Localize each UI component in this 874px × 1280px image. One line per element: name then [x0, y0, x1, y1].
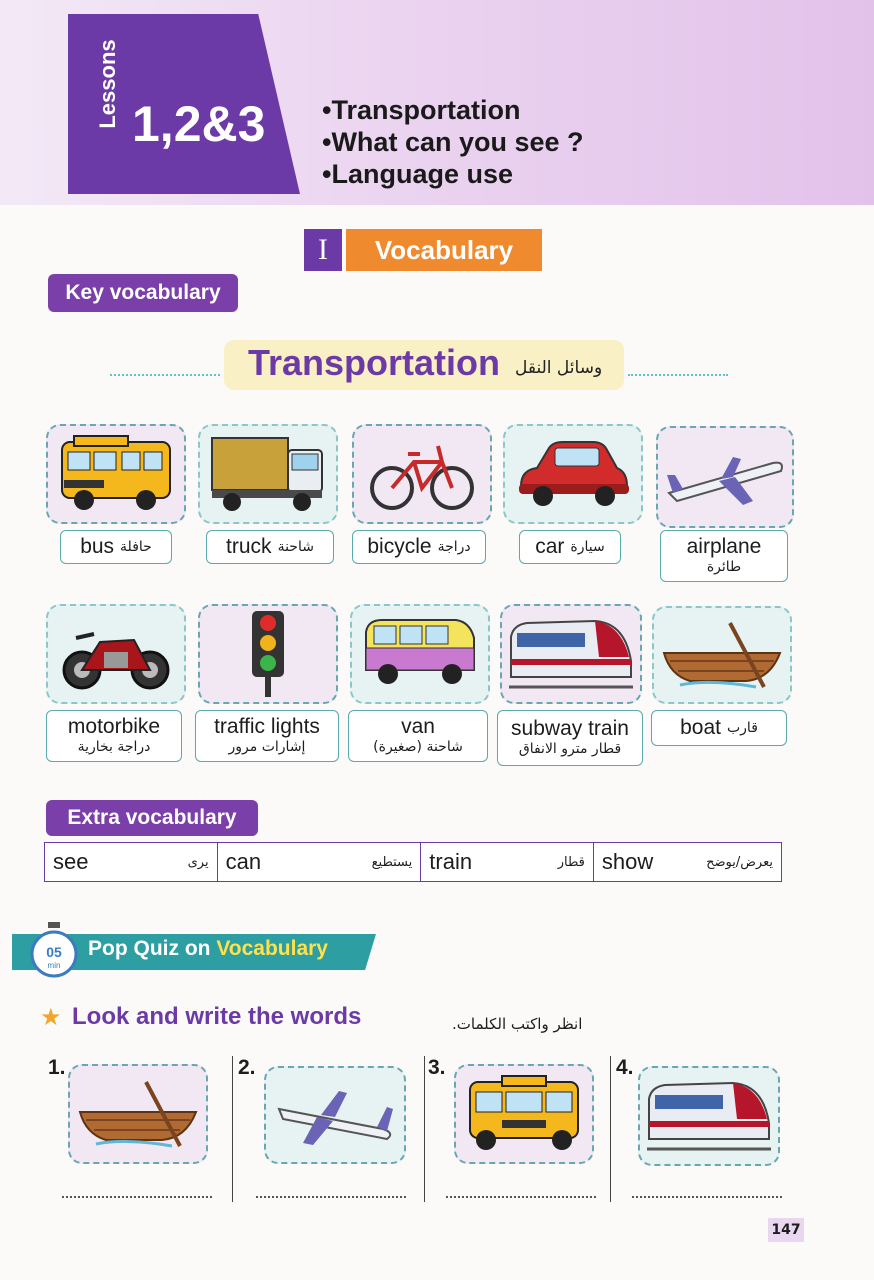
- word-english: train: [429, 849, 473, 874]
- word-arabic: قطار: [557, 854, 585, 870]
- transportation-arabic: وسائل النقل: [515, 358, 603, 378]
- section-number: I: [304, 229, 342, 271]
- vocab-card-van: [350, 604, 490, 704]
- word-arabic: دراجة: [437, 539, 471, 555]
- truck-icon: [206, 432, 330, 516]
- vocab-label-traffic-lights: [195, 710, 339, 762]
- answer-line-2[interactable]: [256, 1196, 406, 1198]
- vocab-card-subway-train: [500, 604, 642, 704]
- word-english: show: [601, 849, 654, 874]
- exercise-card-4: [638, 1066, 780, 1166]
- vocab-card-bicycle: [352, 424, 492, 524]
- vocab-card-airplane: [656, 426, 794, 528]
- subway-train-icon: [645, 1073, 773, 1159]
- vocab-label-car: [519, 530, 621, 564]
- key-vocabulary-label: Key vocabulary: [48, 274, 238, 312]
- bus-icon: [462, 1072, 586, 1156]
- word-arabic: إشارات مرور: [228, 739, 306, 755]
- word-arabic: دراجة بخارية: [77, 739, 151, 755]
- vocab-label-van: [348, 710, 488, 762]
- airplane-icon: [273, 1073, 397, 1157]
- stopwatch-icon: [28, 922, 80, 978]
- word-english: traffic lights: [214, 715, 320, 738]
- vocab-label-truck: [206, 530, 334, 564]
- word-english: car: [535, 535, 565, 558]
- lesson-numbers: 1,2&3: [132, 96, 266, 152]
- timer-value: 05: [46, 944, 62, 960]
- transportation-title: Transportation: [248, 342, 501, 383]
- answer-line-1[interactable]: [62, 1196, 212, 1198]
- word-english: bicycle: [367, 535, 432, 558]
- word-arabic: قارب: [726, 720, 758, 736]
- decorative-line-right: [628, 374, 728, 376]
- decorative-line-left: [110, 374, 220, 376]
- exercise-number: 2.: [238, 1056, 256, 1079]
- word-english: airplane: [686, 535, 762, 558]
- traffic-lights-icon: [206, 609, 330, 699]
- boat-icon: [76, 1072, 200, 1156]
- section-title: Vocabulary: [346, 229, 542, 271]
- divider: [610, 1056, 611, 1202]
- exercise-number: 1.: [48, 1056, 66, 1079]
- extra-word-cell: [45, 843, 218, 881]
- word-english: can: [225, 849, 262, 874]
- word-english: bus: [80, 535, 115, 558]
- word-arabic: شاحنة (صغيرة): [373, 739, 463, 755]
- star-icon: ★: [40, 1003, 62, 1031]
- exercise-arabic: انظر واكتب الكلمات.: [452, 1015, 583, 1033]
- page-number: 147: [768, 1218, 804, 1242]
- exercise-card-2: [264, 1066, 406, 1164]
- divider: [232, 1056, 233, 1202]
- pop-quiz-prefix: Pop Quiz on: [88, 937, 217, 960]
- word-arabic: حافلة: [120, 539, 152, 555]
- word-english: motorbike: [67, 715, 161, 738]
- extra-word-cell: [421, 843, 594, 881]
- vocab-card-bus: [46, 424, 186, 524]
- word-arabic: يستطيع: [371, 854, 413, 870]
- extra-vocabulary-label: Extra vocabulary: [46, 800, 258, 836]
- exercise-card-1: [68, 1064, 208, 1164]
- vocab-label-airplane: [660, 530, 788, 582]
- subway-train-icon: [507, 611, 635, 697]
- word-arabic: قطار مترو الانفاق: [518, 741, 622, 757]
- extra-word-cell: [218, 843, 422, 881]
- exercise-card-3: [454, 1064, 594, 1164]
- bicycle-icon: [360, 432, 484, 516]
- vocab-card-truck: [198, 424, 338, 524]
- answer-line-3[interactable]: [446, 1196, 596, 1198]
- vocab-label-bicycle: [352, 530, 486, 564]
- lessons-label: Lessons: [95, 39, 120, 129]
- airplane-icon: [663, 435, 787, 519]
- word-english: van: [401, 715, 435, 738]
- exercise-title: Look and write the words: [72, 1003, 362, 1030]
- van-icon: [358, 612, 482, 696]
- vocab-card-car: [503, 424, 643, 524]
- topic-item: • Transportation: [322, 94, 584, 126]
- extra-vocabulary-table: [44, 842, 782, 882]
- word-arabic: شاحنة: [277, 539, 314, 555]
- bus-icon: [54, 432, 178, 516]
- vocab-card-boat: [652, 606, 792, 704]
- timer-unit: min: [47, 961, 61, 970]
- vocab-label-boat: [651, 710, 787, 746]
- boat-icon: [660, 613, 784, 697]
- word-arabic: يرى: [187, 854, 209, 870]
- extra-word-cell: [594, 843, 781, 881]
- exercise-number: 4.: [616, 1056, 634, 1079]
- topics-list: [322, 94, 584, 190]
- divider: [424, 1056, 425, 1202]
- word-english: subway train: [511, 717, 629, 740]
- word-arabic: يعرض/يوضح: [706, 854, 773, 870]
- word-arabic: طائرة: [706, 559, 742, 575]
- word-english: boat: [680, 716, 721, 739]
- vocab-card-motorbike: [46, 604, 186, 704]
- word-arabic: سيارة: [570, 539, 605, 555]
- pop-quiz-title: [88, 937, 328, 961]
- topic-item: • Language use: [322, 158, 584, 190]
- car-icon: [511, 432, 635, 516]
- word-english: truck: [226, 535, 272, 558]
- vocab-label-bus: [60, 530, 172, 564]
- motorbike-icon: [54, 612, 178, 696]
- vocab-card-traffic-lights: [198, 604, 338, 704]
- pop-quiz-highlight: Vocabulary: [216, 937, 328, 960]
- word-english: see: [53, 849, 89, 874]
- vocab-label-motorbike: [46, 710, 182, 762]
- answer-line-4[interactable]: [632, 1196, 782, 1198]
- vocab-label-subway-train: [497, 710, 643, 766]
- exercise-number: 3.: [428, 1056, 446, 1079]
- topic-item: • What can you see ?: [322, 126, 584, 158]
